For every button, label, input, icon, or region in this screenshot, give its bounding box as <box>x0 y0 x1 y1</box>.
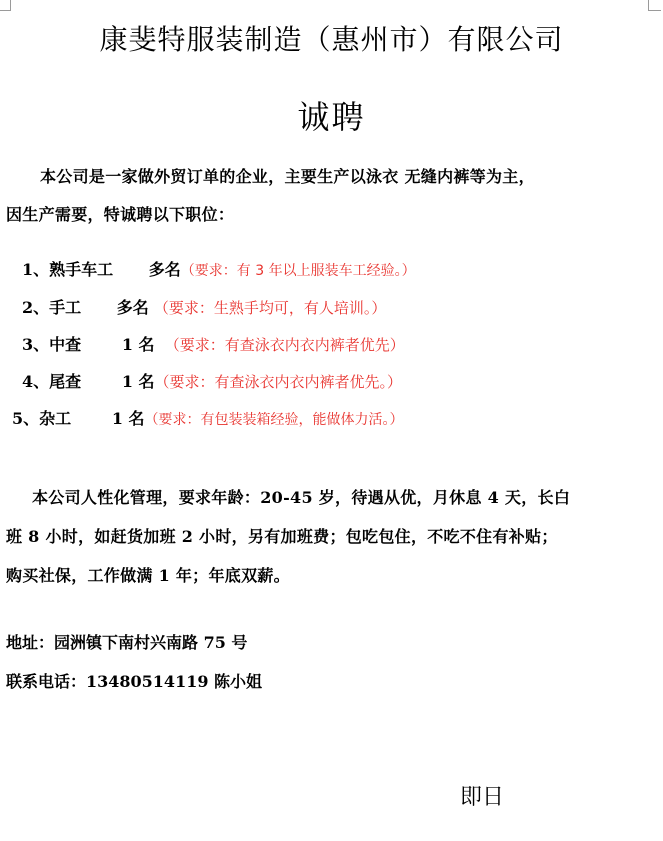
job-item-general-worker <box>12 407 404 432</box>
job-requirement: （要求：有 3 年以上服装车工经验。） <box>180 263 416 279</box>
job-requirement: （要求：生熟手均可，有人培训。） <box>153 299 387 317</box>
company-name: 康斐特服装制造（惠州市）有限公司 <box>99 23 564 56</box>
job-count: 多名 <box>116 298 149 317</box>
address-line: 地址：园洲镇下南村兴南路 75 号 <box>6 633 248 652</box>
intro-line-1: 本公司是一家做外贸订单的企业，主要生产以泳衣 无缝内裤等为主， <box>40 167 535 186</box>
intro-line-2: 因生产需要，特诚聘以下职位： <box>6 205 235 224</box>
job-count: 1 名 <box>121 335 155 354</box>
job-item-skilled-sewer <box>22 258 416 283</box>
intro-paragraph <box>6 158 646 234</box>
job-item-final-inspector <box>22 370 402 394</box>
job-title: 5、杂工 <box>12 409 72 428</box>
closing-text: 即日 <box>460 785 505 810</box>
job-count: 1 名 <box>111 409 145 428</box>
page-corner-mark-right <box>648 0 661 11</box>
job-title: 3、中查 <box>22 335 82 354</box>
job-requirement: （要求：有查泳衣内衣内裤者优先） <box>164 336 405 354</box>
job-requirement: （要求：有查泳衣内衣内裤者优先。） <box>154 373 403 391</box>
job-item-mid-inspector <box>22 333 405 357</box>
recruit-heading: 诚聘 <box>297 98 366 136</box>
management-line-3: 购买社保，工作做满 1 年；年底双薪。 <box>6 566 290 585</box>
contact-phone-line: 联系电话：13480514119 陈小姐 <box>6 672 263 691</box>
job-item-handwork <box>22 296 386 320</box>
management-paragraph <box>6 478 646 595</box>
management-line-1: 本公司人性化管理，要求年龄：20-45 岁，待遇从优，月休息 4 天，长白 <box>32 488 571 507</box>
page-corner-mark-left <box>0 0 11 11</box>
job-count: 多名 <box>148 260 181 279</box>
management-line-2: 班 8 小时，如赶货加班 2 小时，另有加班费；包吃包住，不吃不住有补贴； <box>6 527 558 546</box>
job-title: 1、熟手车工 <box>22 260 114 279</box>
job-count: 1 名 <box>121 372 155 391</box>
job-title: 2、手工 <box>22 298 82 317</box>
job-title: 4、尾查 <box>22 372 82 391</box>
job-requirement: （要求：有包装装箱经验，能做体力活。） <box>144 412 404 428</box>
